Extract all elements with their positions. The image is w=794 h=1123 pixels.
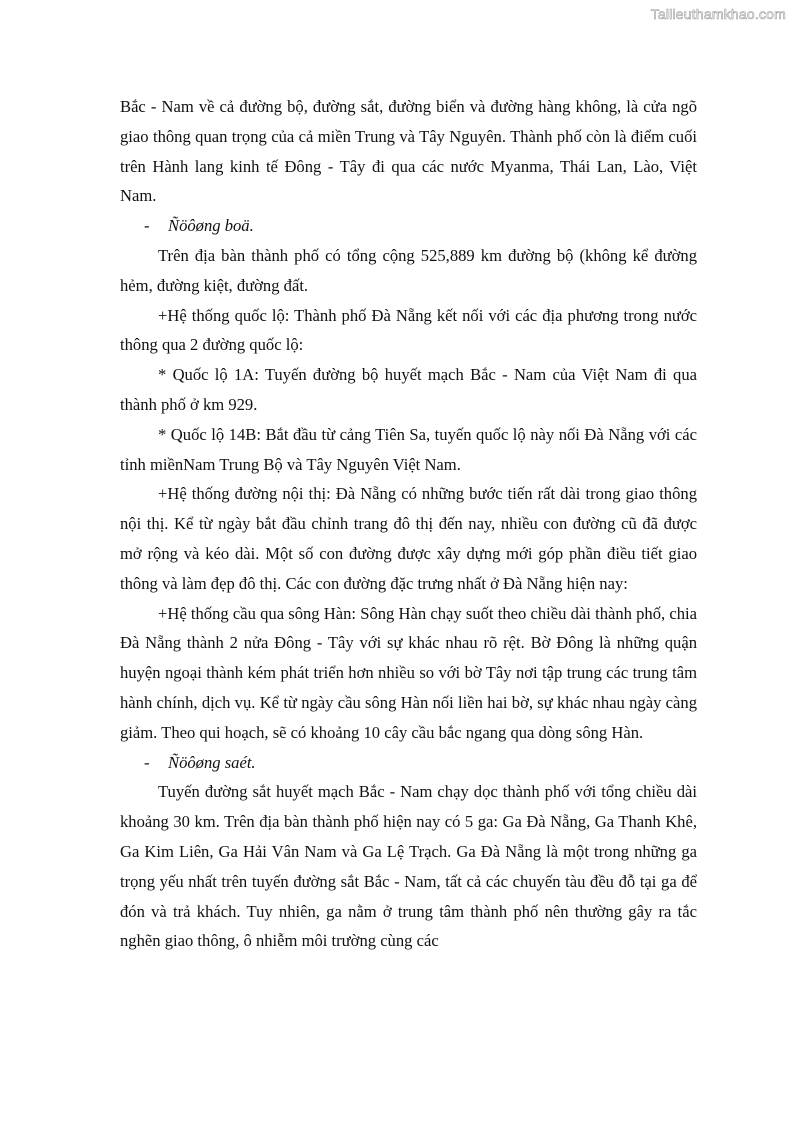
- bullet-dash: -: [144, 752, 150, 772]
- body-paragraph: * Quốc lộ 1A: Tuyến đường bộ huyết mạch Bắc - Nam của Việt Nam đi qua thành phố ở km 929.: [120, 365, 697, 414]
- body-paragraph: +Hệ thống quốc lộ: Thành phố Đà Nẵng kết nối với các địa phương trong nước thông qua 2 đường quốc lộ:: [120, 305, 697, 355]
- body-paragraph: +Hệ thống cầu qua sông Hàn: Sông Hàn chạy suốt theo chiều dài thành phố, chia Đà Nẵng thành 2 nửa Đông - Tây với sự khác nhau rõ rệt. Bờ Đông là những quận huyện ngoại thành kém phát triển hơn nhiều so với bờ Tây nơi tập trung các trung tâm hành chính, dịch vụ. Kể từ ngày cầu sông Hàn nối liền hai bờ, sự khác nhau ngày càng giảm. Theo qui hoạch, sẽ có khoảng 10 cây cầu bắc ngang qua dòng sông Hàn.: [120, 603, 697, 742]
- body-paragraph: +Hệ thống đường nội thị: Đà Nẵng có những bước tiến rất dài trong giao thông nội thị. Kể từ ngày bắt đầu chỉnh trang đô thị đến nay, nhiều con đường cũ đã được mở rộng và kéo dài. Một số con đường được xây dựng mới góp phần điều tiết giao thông và làm đẹp đô thị. Các con đường đặc trưng nhất ở Đà Nẵng hiện nay:: [120, 484, 697, 593]
- bullet-dash: -: [144, 216, 150, 236]
- watermark-text: Tailieuthamkhao.com: [650, 6, 786, 22]
- body-paragraph: Trên địa bàn thành phố có tổng cộng 525,889 km đường bộ (không kể đường hẻm, đường kiệt, đường đất.: [120, 245, 697, 295]
- section-heading-text: Ñöôøng saét.: [168, 752, 256, 772]
- document-body: [120, 92, 697, 956]
- body-paragraph: Tuyến đường sắt huyết mạch Bắc - Nam chạy dọc thành phố với tổng chiều dài khoảng 30 km. Trên địa bàn thành phố hiện nay có 5 ga: Ga Đà Nẵng, Ga Thanh Khê, Ga Kim Liên, Ga Hải Vân Nam và Ga Lệ Trạch. Ga Đà Nẵng là một trong những ga trọng yếu nhất trên tuyến đường sắt Bắc - Nam, tất cả các chuyến tàu đều đỗ tại ga để đón và trả khách. Tuy nhiên, ga nằm ở trung tâm thành phố nên thường gây ra tắc nghẽn giao thông, ô nhiễm môi trường cùng các: [120, 782, 697, 951]
- section-heading-text: Ñöôøng boä.: [168, 216, 254, 236]
- section-heading: [120, 748, 697, 778]
- body-paragraph: Bắc - Nam về cả đường bộ, đường sắt, đường biển và đường hàng không, là cửa ngõ giao thông quan trọng của cả miền Trung và Tây Nguyên. Thành phố còn là điểm cuối trên Hành lang kinh tế Đông - Tây đi qua các nước Myanma, Thái Lan, Lào, Việt Nam.: [120, 97, 697, 206]
- body-paragraph: * Quốc lộ 14B: Bắt đầu từ cảng Tiên Sa, tuyến quốc lộ này nối Đà Nẵng với các tỉnh miềnNam Trung Bộ và Tây Nguyên Việt Nam.: [120, 424, 697, 474]
- section-heading: [120, 211, 697, 241]
